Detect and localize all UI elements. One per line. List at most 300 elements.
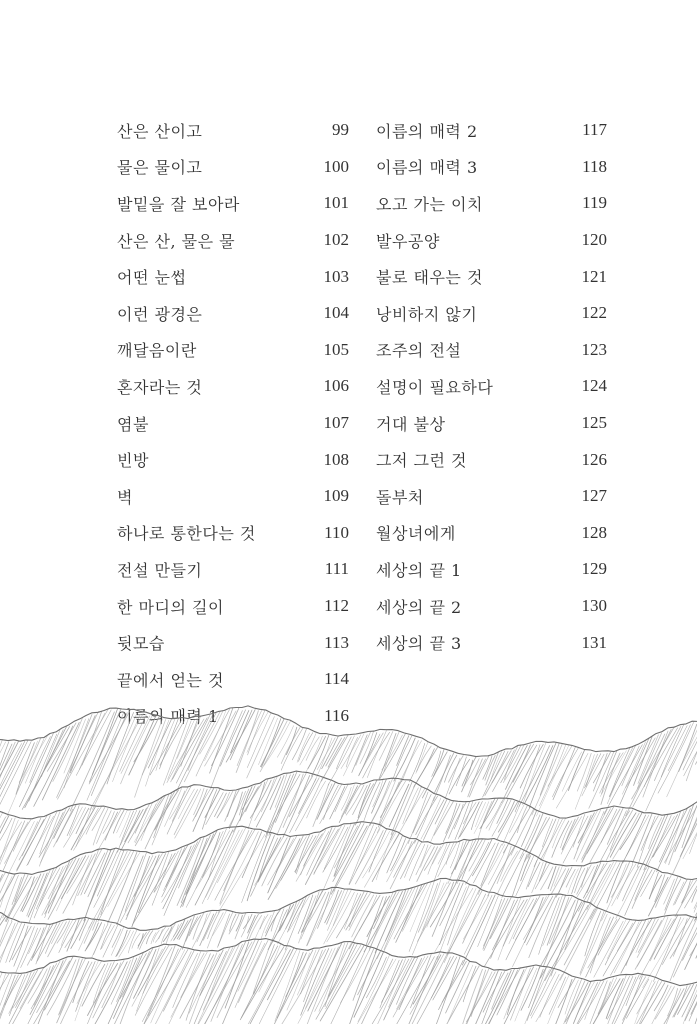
hatch-stroke (590, 917, 610, 973)
hatch-stroke (506, 745, 537, 798)
hatch-stroke (203, 912, 216, 940)
hatch-stroke (334, 823, 371, 891)
hatch-stroke (674, 986, 687, 1017)
toc-entry-page: 103 (323, 266, 349, 286)
hatch-stroke (378, 782, 399, 827)
toc-entry-page: 118 (582, 156, 607, 176)
hatch-stroke (0, 872, 6, 899)
toc-entry-title: 발우공양 (376, 231, 440, 251)
toc-entry-title: 끝에서 얻는 것 (117, 670, 224, 690)
hatch-stroke (195, 830, 233, 905)
hatch-stroke (97, 811, 112, 844)
toc-entry-page: 99 (332, 120, 349, 140)
hatch-stroke (614, 921, 639, 972)
hatch-stroke (683, 923, 697, 961)
hatch-stroke (568, 749, 584, 790)
toc-entry (376, 405, 607, 442)
hatch-stroke (633, 728, 678, 807)
hatch-stroke (418, 884, 437, 933)
toc-entry-title: 세상의 끝 3 (376, 634, 462, 654)
hatch-stroke (462, 757, 476, 786)
hatch-stroke (15, 874, 25, 901)
toc-entry-title: 월상녀에게 (376, 524, 456, 544)
toc-entry-title: 전설 만들기 (117, 560, 203, 580)
hatch-stroke (160, 720, 185, 765)
hatch-stroke (403, 788, 419, 824)
hatch-stroke (333, 889, 348, 925)
hatch-stroke (98, 810, 121, 851)
hatch-stroke (247, 950, 290, 1024)
hatch-stroke (543, 898, 569, 967)
hatch-stroke (635, 867, 649, 900)
hatch-stroke (329, 943, 355, 996)
hatch-stroke (641, 870, 656, 897)
hatch-stroke (456, 757, 466, 786)
toc-entry-page: 120 (581, 230, 607, 250)
hatch-stroke (94, 963, 111, 1007)
toc-entry-page: 110 (324, 522, 349, 542)
toc-entry-page: 117 (582, 120, 607, 140)
hatch-stroke (220, 831, 249, 904)
toc-entry-page: 127 (581, 486, 607, 506)
hatch-stroke (235, 913, 246, 939)
hatch-stroke (376, 959, 406, 1024)
hatch-stroke (206, 793, 224, 825)
hatch-stroke (48, 858, 79, 919)
hatch-stroke (446, 803, 457, 833)
toc-entry-page: 130 (581, 596, 607, 616)
mountain-line-drawing-icon (0, 700, 697, 1024)
hatch-stroke (275, 773, 287, 807)
toc-entry-title: 깨달음이란 (117, 341, 197, 361)
hatch-stroke (527, 896, 553, 945)
toc-entry (376, 515, 607, 552)
hatch-stroke (283, 774, 303, 827)
mountain-hatching (0, 707, 697, 1024)
hatch-stroke (283, 776, 309, 837)
hatch-stroke (85, 923, 102, 951)
hatch-stroke (205, 789, 220, 817)
toc-entry (117, 624, 349, 661)
hatch-stroke (156, 718, 175, 770)
hatch-stroke (577, 810, 598, 849)
toc-entry-title: 뒷모습 (117, 634, 165, 654)
hatch-stroke (119, 931, 134, 957)
hatch-stroke (479, 844, 505, 891)
hatch-stroke (613, 813, 640, 859)
hatch-stroke (220, 832, 259, 906)
hatch-stroke (346, 893, 367, 931)
hatch-stroke (247, 833, 271, 901)
toc-entry-page: 113 (324, 632, 349, 652)
toc-entry-title: 이름의 매력 3 (376, 158, 478, 178)
hatch-stroke (541, 867, 553, 890)
hatch-stroke (410, 743, 425, 782)
hatch-stroke (564, 909, 594, 965)
hatch-stroke (658, 722, 694, 793)
toc-entry (117, 661, 349, 698)
hatch-stroke (405, 842, 422, 877)
hatch-stroke (247, 712, 271, 767)
hatch-stroke (225, 942, 249, 1008)
hatch-stroke (249, 916, 262, 940)
hatch-stroke (255, 916, 265, 939)
toc-entry-page: 109 (323, 486, 349, 506)
toc-entry (117, 551, 349, 588)
hatch-stroke (250, 780, 271, 818)
hatch-stroke (582, 754, 604, 796)
toc-entry-title: 돌부처 (376, 487, 424, 507)
toc-entry-title: 낭비하지 않기 (376, 304, 478, 324)
hatch-stroke (536, 745, 568, 816)
hatch-stroke (226, 710, 255, 763)
hatch-stroke (16, 927, 35, 973)
hatch-stroke (586, 754, 598, 786)
hatch-stroke (581, 865, 591, 887)
toc-entry (117, 368, 349, 405)
hatch-stroke (30, 737, 51, 783)
hatch-stroke (443, 804, 460, 842)
hatch-stroke (478, 896, 499, 947)
toc-entry-page: 107 (323, 413, 349, 433)
toc-entry-page: 119 (582, 193, 607, 213)
hatch-stroke (661, 989, 684, 1024)
hatch-stroke (138, 947, 166, 996)
hatch-stroke (446, 843, 454, 864)
hatch-stroke (364, 892, 396, 952)
hatch-stroke (271, 950, 313, 1024)
toc-entry (376, 368, 607, 405)
hatch-stroke (0, 917, 6, 951)
toc-entry-title: 그저 그런 것 (376, 451, 467, 471)
hatch-stroke (134, 799, 159, 842)
hatch-stroke (665, 877, 678, 910)
toc-entry-title: 물은 물이고 (117, 158, 203, 178)
toc-entry (117, 185, 349, 222)
hatch-stroke (0, 813, 2, 858)
hatch-stroke (247, 712, 268, 752)
toc-entry-page: 102 (323, 230, 349, 250)
hatch-stroke (166, 924, 175, 945)
hatch-stroke (64, 808, 86, 848)
hatch-stroke (649, 875, 661, 899)
hatch-stroke (0, 744, 22, 809)
toc-right-column (376, 112, 607, 661)
hatch-stroke (575, 755, 594, 810)
hatch-stroke (297, 950, 316, 995)
toc-entry-page: 116 (324, 705, 349, 725)
hatch-stroke (9, 821, 35, 873)
hatch-stroke (178, 789, 194, 819)
hatch-stroke (611, 920, 643, 976)
hatch-stroke (151, 950, 185, 1023)
hatch-stroke (349, 893, 371, 930)
hatch-stroke (586, 917, 614, 977)
toc-entry (376, 149, 607, 186)
toc-entry-page: 131 (581, 632, 607, 652)
hatch-stroke (465, 970, 486, 1024)
hatch-stroke (133, 853, 176, 924)
toc-entry-title: 이름의 매력 2 (376, 121, 478, 141)
hatch-stroke (435, 799, 447, 824)
hatch-stroke (188, 713, 214, 771)
hatch-stroke (255, 776, 278, 821)
toc-entry-page: 123 (581, 339, 607, 359)
hatch-stroke (493, 750, 515, 792)
toc-entry-page: 128 (581, 522, 607, 542)
hatch-stroke (442, 966, 479, 1024)
hatch-stroke (0, 742, 9, 786)
hatch-stroke (356, 732, 371, 765)
hatch-stroke (529, 969, 544, 1008)
hatch-stroke (449, 965, 473, 1020)
hatch-stroke (585, 754, 601, 788)
hatch-stroke (353, 949, 374, 1001)
toc-entry-title: 빈방 (117, 451, 149, 471)
hatch-stroke (638, 919, 655, 953)
toc-entry (376, 222, 607, 259)
hatch-stroke (548, 746, 572, 787)
hatch-stroke (434, 750, 445, 777)
hatch-stroke (675, 879, 688, 904)
hatch-stroke (448, 842, 463, 884)
hatch-stroke (483, 898, 504, 946)
hatch-stroke (299, 733, 313, 762)
hatch-stroke (37, 959, 67, 1013)
hatch-stroke (612, 976, 633, 1024)
hatch-stroke (57, 962, 92, 1024)
hatch-stroke (349, 825, 374, 885)
hatch-stroke (173, 954, 198, 1008)
hatch-stroke (565, 980, 578, 1014)
hatch-stroke (281, 728, 303, 771)
hatch-stroke (17, 736, 47, 791)
hatch-stroke (207, 913, 223, 948)
toc-left-column (117, 112, 349, 734)
hatch-stroke (74, 808, 99, 850)
toc-entry-title: 불로 태우는 것 (376, 268, 483, 288)
hatch-stroke (632, 870, 652, 909)
toc-entry-page: 108 (323, 449, 349, 469)
hatch-stroke (162, 845, 195, 903)
hatch-stroke (111, 927, 124, 956)
hatch-stroke (478, 801, 492, 838)
toc-entry-page: 112 (324, 596, 349, 616)
toc-entry (117, 112, 349, 149)
toc-entry (376, 624, 607, 661)
toc-entry-title: 어떤 눈썹 (117, 268, 187, 288)
hatch-stroke (155, 790, 179, 830)
hatch-stroke (382, 735, 403, 770)
hatch-stroke (94, 924, 109, 955)
hatch-stroke (84, 850, 111, 921)
toc-entry-page: 121 (581, 266, 607, 286)
hatch-stroke (576, 983, 598, 1024)
toc-entry (376, 332, 607, 369)
toc-entry-page: 106 (323, 376, 349, 396)
hatch-stroke (417, 746, 432, 771)
hatch-stroke (583, 863, 600, 899)
toc-entry (117, 258, 349, 295)
toc-entry-title: 혼자라는 것 (117, 377, 203, 397)
hatch-stroke (563, 979, 581, 1024)
hatch-stroke (358, 952, 380, 995)
toc-entry-title: 하나로 통한다는 것 (117, 524, 256, 544)
hatch-stroke (549, 977, 566, 1014)
toc-entry-title: 세상의 끝 1 (376, 560, 462, 580)
hatch-stroke (593, 752, 610, 783)
hatch-stroke (413, 955, 441, 1004)
hatch-stroke (155, 930, 162, 943)
hatch-stroke (369, 830, 387, 873)
hatch-stroke (0, 920, 9, 950)
hatch-stroke (181, 953, 204, 997)
hatch-stroke (84, 919, 95, 943)
hatch-stroke (487, 967, 521, 1024)
hatch-stroke (391, 839, 406, 871)
toc-entry (376, 295, 607, 332)
hatch-stroke (0, 741, 25, 799)
hatch-stroke (120, 856, 153, 923)
toc-entry (376, 258, 607, 295)
toc-entry-title: 한 마디의 길이 (117, 597, 224, 617)
hatch-stroke (308, 944, 342, 1011)
hatch-stroke (539, 862, 546, 881)
hatch-stroke (200, 950, 223, 996)
toc-entry (117, 222, 349, 259)
hatch-stroke (138, 934, 143, 946)
hatch-stroke (270, 776, 284, 810)
hatch-stroke (397, 736, 409, 766)
hatch-stroke (86, 806, 102, 834)
hatch-stroke (414, 747, 438, 787)
toc-entry-title: 설명이 필요하다 (376, 377, 494, 397)
hatch-stroke (576, 810, 601, 862)
hatch-stroke (159, 927, 166, 939)
hatch-stroke (582, 809, 611, 863)
hatch-stroke (485, 756, 495, 781)
toc-entry (117, 515, 349, 552)
toc-entry-title: 세상의 끝 2 (376, 597, 462, 617)
hatch-stroke (644, 814, 668, 870)
toc-entry (117, 405, 349, 442)
hatch-stroke (391, 784, 416, 839)
hatch-stroke (339, 786, 357, 823)
hatch-stroke (471, 801, 482, 829)
hatch-stroke (197, 914, 207, 942)
toc-entry-page: 100 (323, 156, 349, 176)
hatch-stroke (48, 865, 66, 899)
toc-entry-page: 122 (581, 303, 607, 323)
hatch-stroke (186, 917, 198, 941)
hatch-stroke (69, 807, 82, 835)
toc-entry-title: 산은 산, 물은 물 (117, 231, 236, 251)
hatch-stroke (380, 887, 415, 959)
toc-entry (117, 588, 349, 625)
hatch-stroke (265, 911, 274, 933)
hatch-stroke (643, 918, 684, 988)
hatch-stroke (5, 822, 29, 863)
hatch-stroke (662, 917, 690, 965)
toc-entry-title: 조주의 전설 (376, 341, 462, 361)
hatch-stroke (290, 778, 320, 833)
hatch-stroke (528, 817, 547, 858)
hatch-stroke (286, 953, 307, 997)
hatch-stroke (363, 831, 390, 878)
hatch-stroke (306, 736, 323, 772)
hatch-stroke (51, 922, 63, 944)
hatch-stroke (327, 891, 342, 925)
hatch-stroke (88, 964, 118, 1016)
hatch-stroke (626, 738, 656, 788)
hatch-stroke (238, 941, 262, 991)
hatch-stroke (510, 968, 530, 1020)
hatch-stroke (360, 784, 374, 813)
toc-entry (376, 112, 607, 149)
toc-entry-title: 산은 산이고 (117, 121, 203, 141)
hatch-stroke (637, 816, 655, 867)
hatch-stroke (295, 836, 316, 872)
hatch-stroke (540, 974, 559, 1017)
hatch-stroke (143, 946, 169, 994)
hatch-stroke (531, 972, 556, 1019)
hatch-stroke (22, 874, 40, 912)
hatch-stroke (20, 972, 41, 1009)
hatch-stroke (335, 784, 348, 811)
hatch-stroke (562, 817, 578, 849)
toc-entry-title: 이름의 매력 1 (117, 707, 219, 727)
toc-entry-page: 101 (323, 193, 349, 213)
toc-entry-page: 129 (581, 559, 607, 579)
hatch-stroke (602, 751, 617, 794)
toc-entry-page: 125 (581, 413, 607, 433)
hatch-stroke (0, 822, 22, 867)
hatch-stroke (78, 850, 102, 896)
hatch-stroke (208, 829, 226, 880)
hatch-stroke (650, 986, 671, 1024)
hatch-stroke (639, 919, 674, 979)
hatch-stroke (217, 912, 232, 947)
hatch-stroke (455, 841, 466, 870)
hatch-stroke (622, 742, 645, 795)
hatch-stroke (352, 959, 396, 1024)
hatch-stroke (367, 731, 386, 778)
hatch-stroke (502, 854, 524, 898)
hatch-stroke (268, 839, 300, 900)
hatch-stroke (359, 959, 393, 1024)
toc-entry-page: 104 (323, 303, 349, 323)
toc-entry (376, 588, 607, 625)
hatch-stroke (503, 745, 524, 783)
toc-entry-page: 114 (324, 669, 349, 689)
hatch-stroke (594, 861, 617, 904)
toc-entry (376, 478, 607, 515)
toc-entry-page: 126 (581, 449, 607, 469)
hatch-stroke (393, 736, 412, 779)
toc-entry (376, 441, 607, 478)
hatch-stroke (606, 810, 633, 861)
toc-entry-page: 105 (323, 339, 349, 359)
toc-entry (117, 332, 349, 369)
hatch-stroke (247, 948, 288, 1024)
toc-entry (117, 149, 349, 186)
hatch-stroke (341, 785, 354, 818)
hatch-stroke (86, 923, 98, 949)
hatch-stroke (27, 816, 54, 866)
hatch-stroke (255, 836, 284, 886)
hatch-stroke (683, 724, 697, 770)
hatch-stroke (303, 892, 326, 932)
